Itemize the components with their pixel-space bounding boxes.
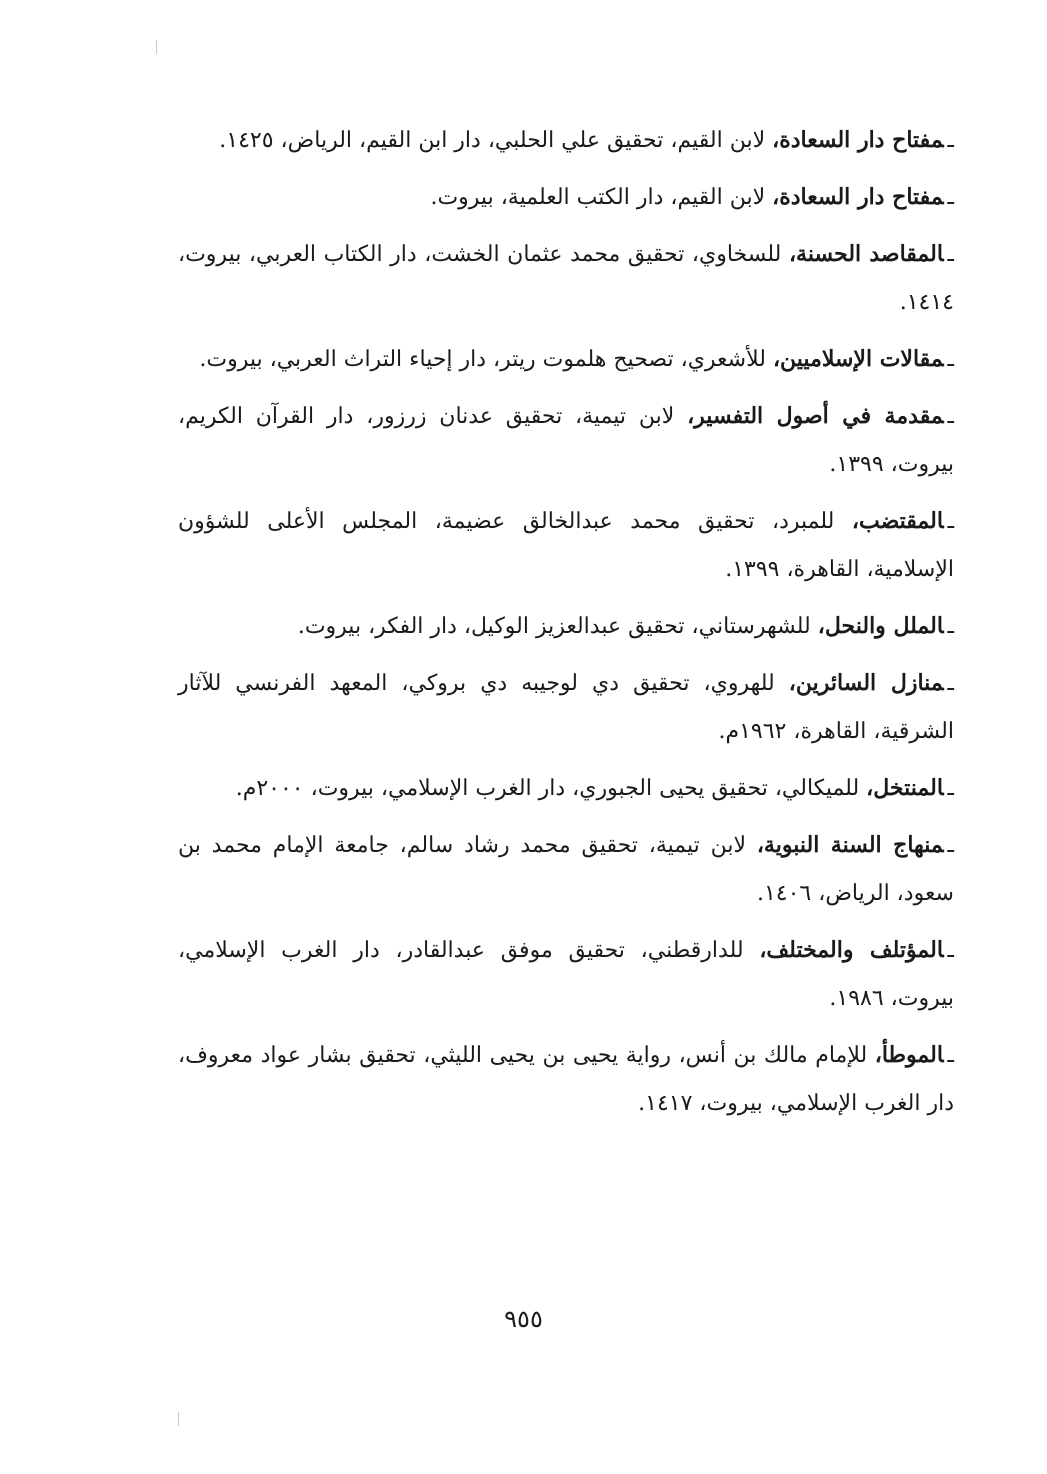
entry-text: لابن تيمية، تحقيق عدنان زرزور، دار القرآن الكريم، بيروت، ١٣٩٩. <box>178 404 954 477</box>
entry-text: لابن القيم، دار الكتب العلمية، بيروت. <box>430 185 766 210</box>
bibliography-list <box>178 116 954 1136</box>
entry-dash: ـ <box>947 833 954 858</box>
entry-title: المؤتلف والمختلف، <box>759 937 944 963</box>
scan-artifact-top <box>156 40 157 54</box>
entry-title: المنتخل، <box>866 775 944 801</box>
bibliography-entry <box>178 116 954 165</box>
entry-dash: ـ <box>947 404 954 429</box>
entry-title: منازل السائرين، <box>788 670 944 696</box>
page-number: ٩٥٥ <box>504 1305 543 1333</box>
entry-text: للدارقطني، تحقيق موفق عبدالقادر، دار الغرب الإسلامي، بيروت، ١٩٨٦. <box>178 938 954 1011</box>
bibliography-entry <box>178 764 954 813</box>
entry-dash: ـ <box>947 938 954 963</box>
entry-text: لابن القيم، تحقيق علي الحلبي، دار ابن القيم، الرياض، ١٤٢٥. <box>219 128 766 153</box>
entry-text: للشهرستاني، تحقيق عبدالعزيز الوكيل، دار الفكر، بيروت. <box>297 614 811 639</box>
entry-title: الملل والنحل، <box>817 613 944 639</box>
entry-text: للأشعري، تصحيح هلموت ريتر، دار إحياء التراث العربي، بيروت. <box>199 347 766 372</box>
entry-text: للميكالي، تحقيق يحيى الجبوري، دار الغرب الإسلامي، بيروت، ٢٠٠٠م. <box>235 776 860 801</box>
entry-dash: ـ <box>947 347 954 372</box>
bibliography-entry <box>178 173 954 222</box>
entry-text: للهروي، تحقيق دي لوجيبه دي بروكي، المعهد الفرنسي للآثار الشرقية، القاهرة، ١٩٦٢م. <box>178 671 954 744</box>
bibliography-entry <box>178 926 954 1023</box>
bibliography-entry <box>178 335 954 384</box>
entry-text: لابن تيمية، تحقيق محمد رشاد سالم، جامعة الإمام محمد بن سعود، الرياض، ١٤٠٦. <box>178 833 954 906</box>
entry-text: للمبرد، تحقيق محمد عبدالخالق عضيمة، المجلس الأعلى للشؤون الإسلامية، القاهرة، ١٣٩٩. <box>178 509 954 582</box>
entry-dash: ـ <box>947 128 954 153</box>
entry-text: للإمام مالك بن أنس، رواية يحيى بن يحيى الليثي، تحقيق بشار عواد معروف، دار الغرب الإسلامي، بيروت، ١٤١٧. <box>178 1043 954 1116</box>
bibliography-entry <box>178 392 954 489</box>
entry-dash: ـ <box>947 671 954 696</box>
bibliography-entry <box>178 1031 954 1128</box>
entry-title: مفتاح دار السعادة، <box>772 184 944 210</box>
scan-artifact-bottom <box>178 1412 179 1426</box>
bibliography-entry <box>178 497 954 594</box>
entry-title: مفتاح دار السعادة، <box>772 127 944 153</box>
entry-dash: ـ <box>947 185 954 210</box>
entry-dash: ـ <box>947 614 954 639</box>
entry-dash: ـ <box>947 509 955 534</box>
entry-dash: ـ <box>947 1043 954 1068</box>
entry-title: مقالات الإسلاميين، <box>772 346 944 372</box>
entry-text: للسخاوي، تحقيق محمد عثمان الخشت، دار الكتاب العربي، بيروت، ١٤١٤. <box>178 242 954 315</box>
entry-dash: ـ <box>947 242 954 267</box>
entry-title: المقاصد الحسنة، <box>788 241 944 267</box>
entry-title: الموطأ، <box>874 1042 944 1068</box>
bibliography-entry <box>178 230 954 327</box>
entry-dash: ـ <box>947 776 954 801</box>
bibliography-entry <box>178 659 954 756</box>
entry-title: المقتضب، <box>851 508 944 534</box>
bibliography-entry <box>178 821 954 918</box>
entry-title: منهاج السنة النبوية، <box>756 832 944 858</box>
entry-title: مقدمة في أصول التفسير، <box>687 403 944 429</box>
bibliography-entry <box>178 602 954 651</box>
